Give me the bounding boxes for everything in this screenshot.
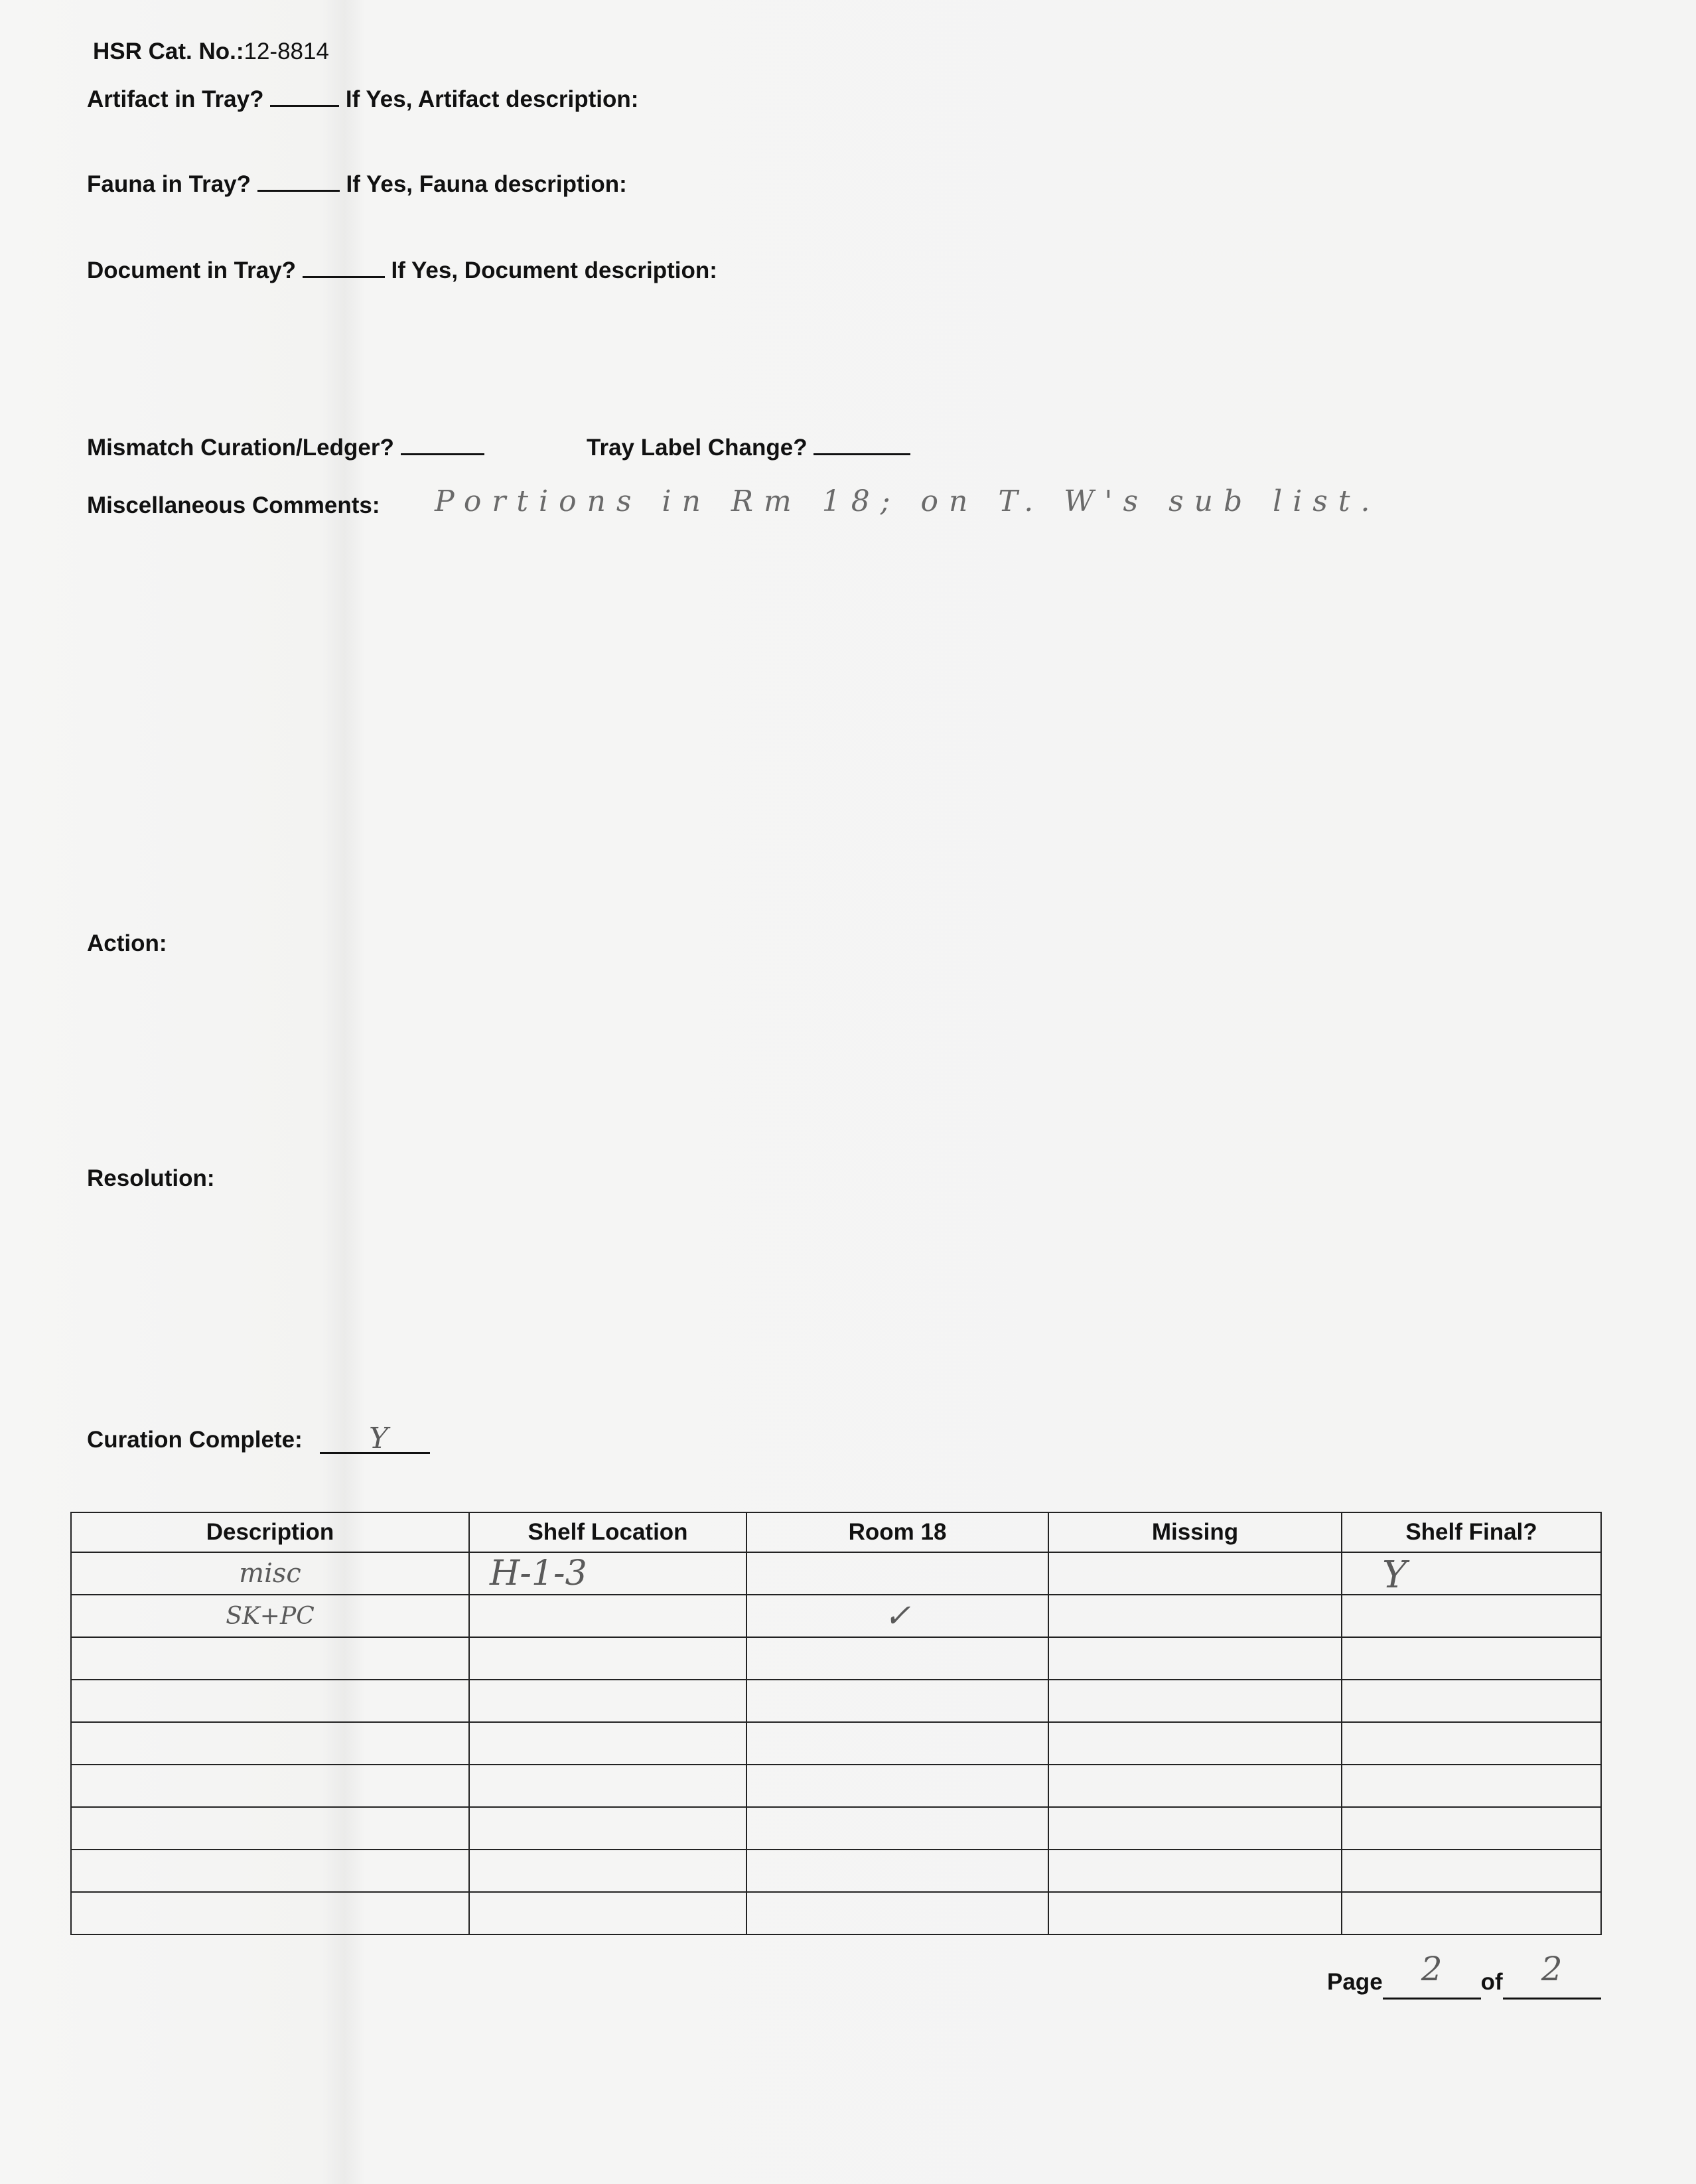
page-number-value: 2 <box>1421 1950 1443 1988</box>
table-cell[interactable] <box>1048 1680 1342 1722</box>
curation-complete-value: Y <box>369 1421 389 1455</box>
table-cell[interactable] <box>1342 1892 1601 1934</box>
header-description: Description <box>71 1512 469 1552</box>
cell-shelf-final: Y <box>1382 1554 1407 1597</box>
page-label: Page <box>1327 1969 1383 1995</box>
table-cell[interactable] <box>1048 1637 1342 1680</box>
table-cell[interactable] <box>746 1680 1048 1722</box>
table-row <box>71 1552 1601 1595</box>
header-shelf-final: Shelf Final? <box>1342 1512 1601 1552</box>
table-row <box>71 1850 1601 1892</box>
table-cell[interactable] <box>469 1595 746 1637</box>
tray-label-change-blank[interactable] <box>813 453 910 455</box>
page-number-blank[interactable] <box>1383 1950 1481 2000</box>
table-cell[interactable] <box>1342 1807 1601 1850</box>
table-cell[interactable] <box>71 1892 469 1934</box>
table-cell[interactable] <box>746 1807 1048 1850</box>
mismatch-row <box>87 435 484 461</box>
page-total-value: 2 <box>1541 1950 1563 1988</box>
fauna-desc-label: If Yes, Fauna description: <box>346 171 627 197</box>
table-cell[interactable] <box>469 1637 746 1680</box>
document-desc-label: If Yes, Document description: <box>391 257 717 283</box>
table-cell[interactable] <box>1048 1765 1342 1807</box>
artifact-blank[interactable] <box>270 104 339 107</box>
page-counter <box>1327 1950 1601 2000</box>
of-label: of <box>1480 1969 1503 1995</box>
table-cell[interactable] <box>746 1595 1048 1637</box>
catalog-number <box>93 38 329 65</box>
table-cell[interactable] <box>469 1850 746 1892</box>
curation-complete-label: Curation Complete: <box>87 1427 303 1453</box>
document-blank[interactable] <box>303 275 385 278</box>
action-label: Action: <box>87 930 167 956</box>
table-cell[interactable] <box>71 1722 469 1765</box>
table-cell[interactable] <box>1342 1552 1601 1595</box>
table-row <box>71 1807 1601 1850</box>
document-label: Document in Tray? <box>87 257 297 283</box>
table-header-row <box>71 1512 1601 1552</box>
artifact-desc-label: If Yes, Artifact description: <box>345 86 639 112</box>
artifact-label: Artifact in Tray? <box>87 86 264 112</box>
tray-label-change-row <box>587 435 910 461</box>
table-row <box>71 1722 1601 1765</box>
table-cell[interactable] <box>469 1680 746 1722</box>
table-cell[interactable] <box>71 1850 469 1892</box>
table-cell[interactable] <box>469 1765 746 1807</box>
header-shelf-location: Shelf Location <box>469 1512 746 1552</box>
table-cell[interactable] <box>71 1807 469 1850</box>
cell-description: misc <box>239 1558 301 1589</box>
fauna-label: Fauna in Tray? <box>87 171 251 197</box>
header-room-18: Room 18 <box>746 1512 1048 1552</box>
fauna-blank[interactable] <box>257 189 340 192</box>
table-cell[interactable] <box>1342 1680 1601 1722</box>
table-cell[interactable] <box>746 1552 1048 1595</box>
table-cell[interactable] <box>1048 1807 1342 1850</box>
table-cell[interactable] <box>469 1552 746 1595</box>
inventory-table <box>70 1512 1602 1935</box>
table-cell[interactable] <box>71 1637 469 1680</box>
mismatch-blank[interactable] <box>401 453 484 455</box>
table-cell[interactable] <box>746 1765 1048 1807</box>
cell-room-18: ✓ <box>884 1597 911 1635</box>
artifact-row <box>87 86 638 113</box>
header-missing: Missing <box>1048 1512 1342 1552</box>
table-row <box>71 1892 1601 1934</box>
table-cell[interactable] <box>1048 1595 1342 1637</box>
table-cell[interactable] <box>71 1595 469 1637</box>
table-row <box>71 1680 1601 1722</box>
table-cell[interactable] <box>1048 1892 1342 1934</box>
table-cell[interactable] <box>71 1680 469 1722</box>
cell-shelf-location: H-1-3 <box>490 1554 587 1593</box>
fauna-row <box>87 171 627 198</box>
resolution-label: Resolution: <box>87 1165 215 1191</box>
table-cell[interactable] <box>1342 1722 1601 1765</box>
table-row <box>71 1765 1601 1807</box>
table-cell[interactable] <box>1342 1850 1601 1892</box>
table-cell[interactable] <box>1048 1552 1342 1595</box>
table-cell[interactable] <box>1342 1765 1601 1807</box>
table-cell[interactable] <box>1342 1595 1601 1637</box>
tray-label-change-label: Tray Label Change? <box>587 435 808 461</box>
cell-description: SK+PC <box>226 1602 315 1630</box>
table-row <box>71 1595 1601 1637</box>
misc-comments-label: Miscellaneous Comments: <box>87 492 380 518</box>
table-cell[interactable] <box>746 1637 1048 1680</box>
document-row <box>87 257 717 284</box>
mismatch-label: Mismatch Curation/Ledger? <box>87 435 394 461</box>
table-cell[interactable] <box>71 1765 469 1807</box>
table-cell[interactable] <box>469 1722 746 1765</box>
page-total-blank[interactable] <box>1503 1950 1601 2000</box>
table-cell[interactable] <box>746 1892 1048 1934</box>
table-cell[interactable] <box>71 1552 469 1595</box>
catalog-number-value: 12-8814 <box>244 38 329 64</box>
misc-comments-value: Portions in Rm 18; on T. W's sub list. <box>435 484 1381 518</box>
table-cell[interactable] <box>469 1807 746 1850</box>
table-row <box>71 1637 1601 1680</box>
table-cell[interactable] <box>746 1850 1048 1892</box>
catalog-number-label: HSR Cat. No.: <box>93 38 244 64</box>
table-cell[interactable] <box>746 1722 1048 1765</box>
table-cell[interactable] <box>1048 1850 1342 1892</box>
table-cell[interactable] <box>1342 1637 1601 1680</box>
table-cell[interactable] <box>469 1892 746 1934</box>
table-cell[interactable] <box>1048 1722 1342 1765</box>
